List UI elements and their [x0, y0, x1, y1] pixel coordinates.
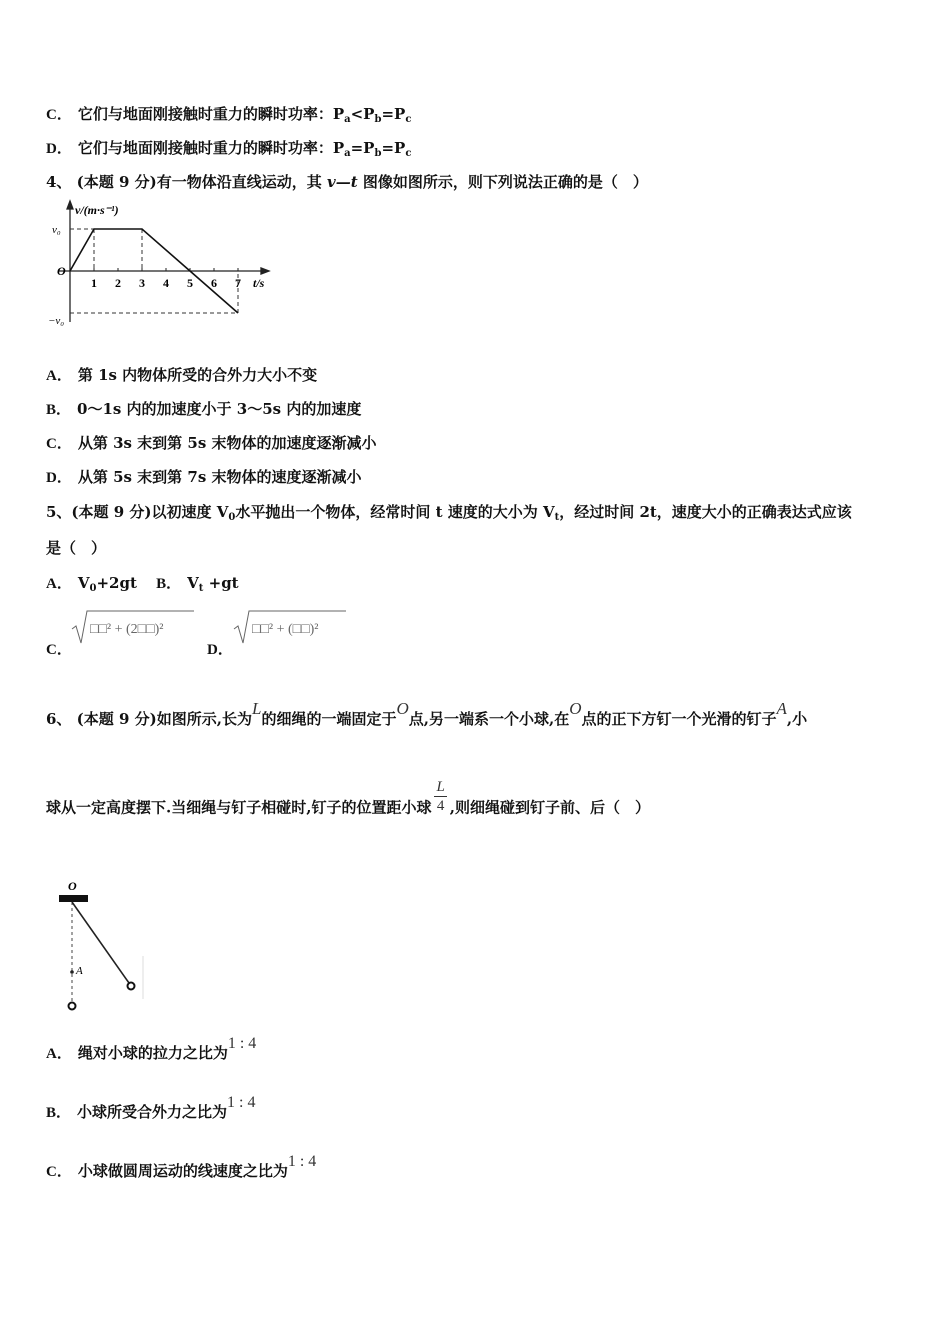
x-axis-arrow — [261, 268, 269, 274]
neg-v0-label: −v₀ — [48, 315, 65, 327]
x-tick-label: 6 — [211, 276, 217, 290]
question-text: 图像如图所示，则下列说法正确的是（ ） — [357, 173, 648, 191]
ratio-value: 1 : 4 — [227, 1094, 256, 1111]
question-text: 水平抛出一个物体，经常时间 t 速度的大小为 V — [235, 503, 555, 521]
math-var-O: O — [569, 699, 582, 718]
option-letter: D． — [207, 642, 233, 658]
v0-label: v₀ — [52, 224, 61, 236]
subscript: 0 — [228, 512, 236, 523]
q5-stem-line1 — [46, 501, 852, 523]
q6-option-a — [46, 1035, 257, 1063]
fraction-L-over-4 — [434, 778, 446, 815]
q3-option-c — [46, 103, 411, 125]
q3-option-d — [46, 137, 411, 159]
relation: =P — [381, 139, 406, 157]
option-text: 第 1s 内物体所受的合外力大小不变 — [77, 366, 318, 384]
fraction-numerator: L — [436, 779, 445, 795]
expression-text: □□² + (2□□)² — [90, 622, 164, 637]
ball-swung — [128, 983, 135, 990]
y-axis-arrow — [67, 201, 73, 209]
ratio-value: 1 : 4 — [287, 1153, 317, 1170]
question-text: ,则细绳碰到钉子前、后（ ） — [449, 798, 651, 817]
question-text: 点的正下方钉一个光滑的钉子 — [581, 710, 777, 728]
x-tick-label: 1 — [91, 276, 97, 290]
fraction-denominator: 4 — [436, 798, 445, 814]
question-variable: v—t — [326, 173, 358, 191]
question-text: (本题 9 分)有一物体沿直线运动，其 — [76, 173, 327, 191]
subscript: 0 — [89, 583, 97, 594]
option-letter: A． — [46, 368, 72, 384]
nail-a — [70, 970, 74, 974]
x-tick-label: 4 — [163, 276, 169, 290]
question-text: 点,另一端系一个小球,在 — [408, 710, 570, 728]
option-text: 小球所受合外力之比为 — [77, 1103, 228, 1121]
q4-option-b — [46, 398, 361, 419]
subscript: b — [374, 114, 382, 125]
x-tick-label: 2 — [115, 276, 121, 290]
q5-stem-line2 — [46, 537, 106, 558]
question-text: ，经过时间 2t，速度大小的正确表达式应该 — [559, 503, 852, 521]
question-text: ,小 — [786, 710, 808, 728]
vt-graph — [48, 198, 278, 328]
math-var-L: L — [251, 699, 262, 718]
question-text: 球从一定高度摆下.当细绳与钉子相碰时,钉子的位置距小球 — [46, 798, 432, 817]
option-letter: B． — [46, 402, 72, 418]
option-text: 从第 5s 末到第 7s 末物体的速度逐渐减小 — [77, 468, 362, 486]
subscript: t — [198, 583, 204, 594]
ratio-value: 1 : 4 — [227, 1035, 257, 1052]
option-letter: C． — [46, 642, 72, 658]
option-text: 它们与地面刚接触时重力的瞬时功率：P — [77, 139, 345, 157]
option-letter: B． — [46, 1105, 72, 1121]
q6-option-c — [46, 1153, 317, 1181]
option-letter: B． — [156, 576, 182, 592]
option-text: 它们与地面刚接触时重力的瞬时功率：P — [77, 105, 345, 123]
question-number: 4、 — [46, 173, 72, 191]
subscript: c — [405, 148, 412, 159]
relation: =P — [381, 105, 406, 123]
question-text: 的细绳的一端固定于 — [261, 710, 397, 728]
option-text: 绳对小球的拉力之比为 — [77, 1044, 228, 1062]
option-text: V — [187, 574, 199, 592]
option-letter: D． — [46, 470, 72, 486]
question-text: 是（ ） — [46, 539, 107, 557]
option-letter: A． — [46, 576, 72, 592]
x-tick-label: 7 — [235, 276, 241, 290]
nail-label: A — [76, 965, 83, 977]
subscript: t — [554, 512, 560, 523]
option-letter: C． — [46, 436, 72, 452]
q6-stem-line2 — [46, 779, 651, 827]
option-text: V — [77, 574, 90, 592]
option-letter: D． — [46, 141, 72, 157]
question-text: 5、(本题 9 分)以初速度 V — [46, 503, 229, 521]
q6-option-b — [46, 1094, 256, 1122]
ball-rest — [69, 1003, 76, 1010]
origin-label: O — [57, 264, 66, 278]
q6-stem-line1 — [46, 699, 808, 729]
q4-option-c — [46, 432, 377, 453]
option-letter: C． — [46, 1164, 72, 1180]
option-text: +2gt — [96, 574, 137, 592]
option-text: 小球做圆周运动的线速度之比为 — [77, 1162, 288, 1180]
x-axis-label: t/s — [253, 276, 265, 290]
x-tick-label: 3 — [139, 276, 145, 290]
option-letter: A． — [46, 1046, 72, 1062]
q5-options-ab — [46, 572, 239, 594]
pivot-label: O — [68, 879, 77, 893]
subscript: a — [344, 114, 351, 125]
relation: <P — [350, 105, 375, 123]
q4-stem — [46, 171, 648, 192]
subscript: a — [344, 148, 351, 159]
option-text: 从第 3s 末到第 5s 末物体的加速度逐渐减小 — [77, 434, 377, 452]
math-var-O: O — [396, 699, 409, 718]
sqrt-expression-d — [232, 607, 350, 649]
q4-option-a — [46, 364, 317, 385]
q4-option-d — [46, 466, 362, 487]
x-tick-label: 5 — [187, 276, 193, 290]
subscript: c — [405, 114, 412, 125]
question-number: 6、 — [46, 710, 72, 728]
question-text: (本题 9 分)如图所示,长为 — [76, 710, 252, 728]
option-letter: C． — [46, 107, 72, 123]
y-axis-label: v/(m·s⁻¹) — [75, 203, 119, 217]
relation: =P — [350, 139, 375, 157]
math-var-A: A — [776, 699, 787, 718]
pendulum-figure — [52, 874, 152, 1016]
pivot-bar — [59, 895, 88, 902]
option-text: +gt — [203, 574, 239, 592]
expression-text: □□² + (□□)² — [252, 622, 319, 637]
sqrt-expression-c — [70, 607, 198, 649]
subscript: b — [374, 148, 382, 159]
option-text: 0～1s 内的加速度小于 3～5s 内的加速度 — [77, 400, 362, 418]
